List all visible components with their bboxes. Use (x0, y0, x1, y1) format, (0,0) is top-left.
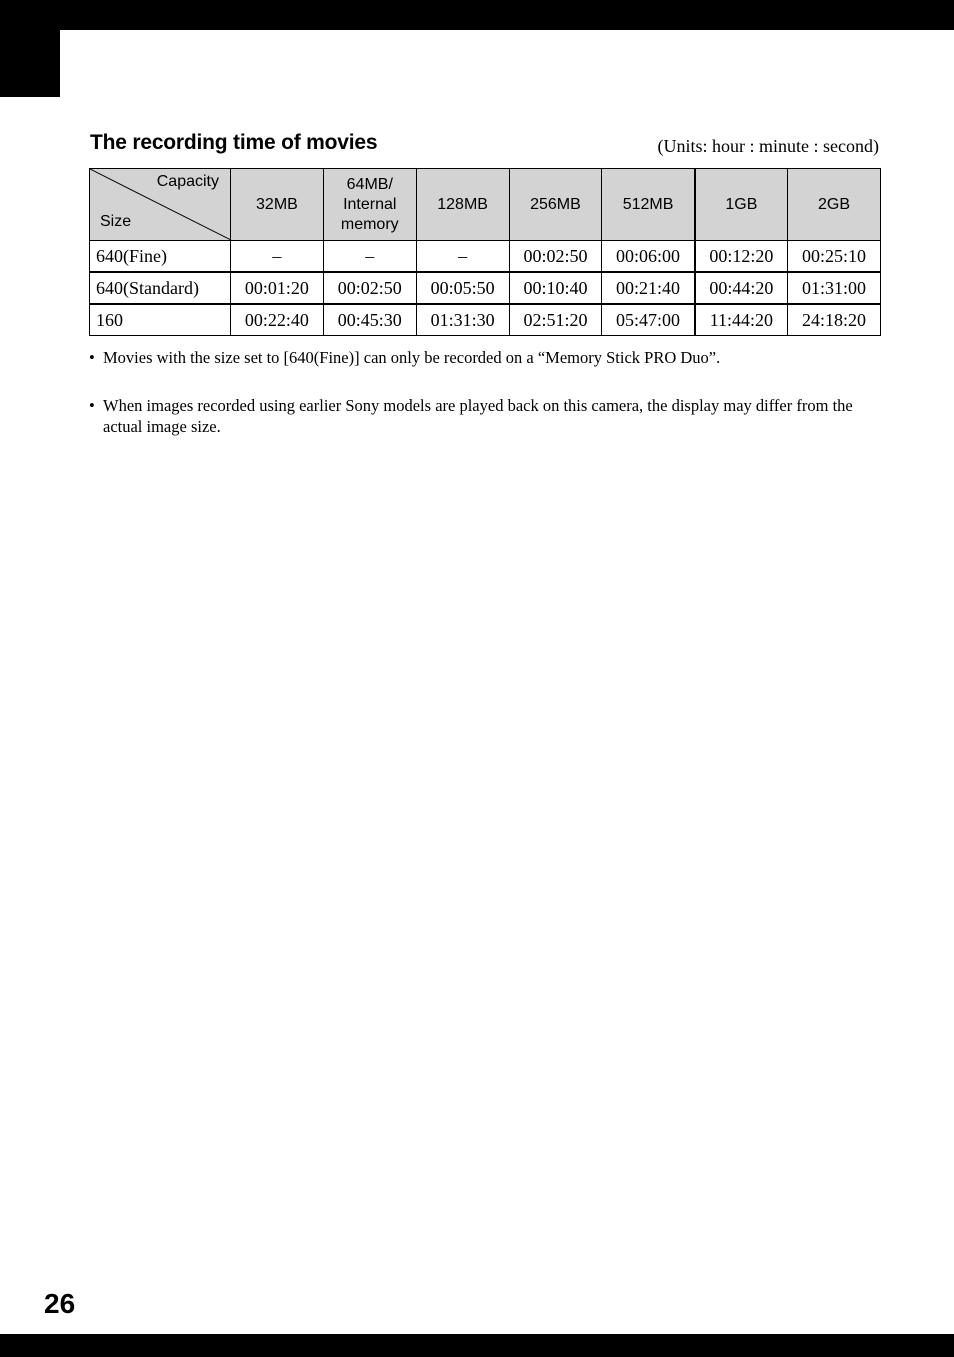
side-section-tab (0, 30, 60, 97)
table-row (90, 241, 881, 273)
table-cell: 00:21:40 (602, 272, 695, 304)
table-cell: 00:01:20 (231, 272, 324, 304)
table-row (90, 272, 881, 304)
table-cell: 01:31:00 (788, 272, 881, 304)
table-cell: 00:10:40 (509, 272, 602, 304)
table-cell: 24:18:20 (788, 304, 881, 336)
table-cell: 11:44:20 (695, 304, 788, 336)
table-cell: – (323, 241, 416, 273)
bottom-black-bar (0, 1334, 954, 1357)
note-item (89, 395, 879, 437)
units-note: (Units: hour : minute : second) (657, 136, 879, 156)
corner-size-label: Size (100, 213, 132, 230)
table-row (90, 304, 881, 336)
note-text: Movies with the size set to [640(Fine)] can only be recorded on a “Memory Stick PRO Duo”. (103, 348, 721, 367)
capacity-header: 512MB (602, 169, 695, 241)
capacity-header: 64MB/ Internal memory (323, 169, 416, 241)
page-number: 26 (44, 1288, 76, 1319)
bullet: • (89, 396, 95, 415)
capacity-header: 128MB (416, 169, 509, 241)
table-cell: 00:02:50 (509, 241, 602, 273)
row-label: 640(Standard) (90, 272, 231, 304)
table-cell: 00:05:50 (416, 272, 509, 304)
section-title: The recording time of movies (90, 131, 378, 154)
table-cell: 00:22:40 (231, 304, 324, 336)
table-cell: – (231, 241, 324, 273)
note-text: When images recorded using earlier Sony models are played back on this camera, the display may differ from the actual image size. (103, 396, 853, 436)
table-cell: 00:45:30 (323, 304, 416, 336)
notes-list (89, 347, 879, 437)
table-cell: 01:31:30 (416, 304, 509, 336)
note-item (89, 347, 879, 368)
row-label: 640(Fine) (90, 241, 231, 273)
table-cell: 05:47:00 (602, 304, 695, 336)
corner-capacity-label: Capacity (156, 173, 219, 190)
table-cell: 02:51:20 (509, 304, 602, 336)
capacity-header: 1GB (695, 169, 788, 241)
corner-header-cell (90, 169, 231, 241)
recording-time-table (89, 168, 881, 336)
table-cell: 00:44:20 (695, 272, 788, 304)
table-header-row (90, 169, 881, 241)
top-black-bar (0, 0, 954, 30)
table-cell: – (416, 241, 509, 273)
capacity-header: 256MB (509, 169, 602, 241)
table-cell: 00:02:50 (323, 272, 416, 304)
row-label: 160 (90, 304, 231, 336)
capacity-header: 32MB (231, 169, 324, 241)
table-cell: 00:06:00 (602, 241, 695, 273)
bullet: • (89, 348, 95, 367)
capacity-header: 2GB (788, 169, 881, 241)
table-cell: 00:25:10 (788, 241, 881, 273)
table-cell: 00:12:20 (695, 241, 788, 273)
